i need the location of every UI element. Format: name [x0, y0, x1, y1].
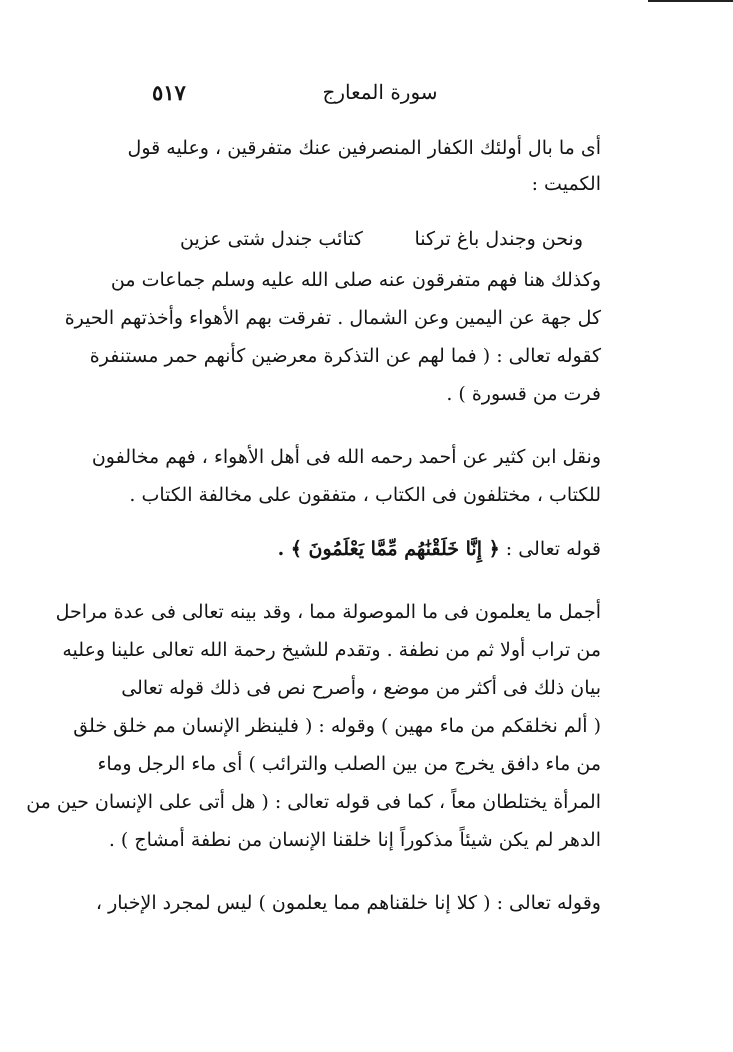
paragraph-5-line-1: وقوله تعالى : ( كلا إنا خلقناهم مما يعلمون ) ليس لمجرد الإخبار ، — [95, 892, 601, 914]
page-header — [0, 80, 733, 110]
paragraph-2-line-2: كل جهة عن اليمين وعن الشمال . تفرقت بهم الأهواء وأخذتهم الحيرة — [64, 307, 601, 329]
verse-intro: قوله تعالى : — [505, 538, 601, 560]
paragraph-4-line-2: من تراب أولا ثم من نطفة . وتقدم للشيخ رحمة الله تعالى علينا وعليه — [62, 639, 601, 661]
paragraph-4-line-7: الدهر لم يكن شيئاً مذكوراً إنا خلقنا الإنسان من نطفة أمشاج ) . — [108, 829, 601, 851]
paragraph-1-line-1: أى ما بال أولئك الكفار المنصرفين عنك متفرقين ، وعليه قول — [127, 137, 601, 159]
paragraph-3-line-2: للكتاب ، مختلفون فى الكتاب ، متفقون على مخالفة الكتاب . — [129, 484, 601, 506]
paragraph-4-line-6: المرأة يختلطان معاً ، كما فى قوله تعالى : ( هل أتى على الإنسان حين من — [26, 791, 601, 813]
poem-hemistich-right: ونحن وجندل باغ تركنا — [414, 228, 583, 250]
paragraph-3-line-1: ونقل ابن كثير عن أحمد رحمه الله فى أهل الأهواء ، فهم مخالفون — [91, 446, 601, 468]
quran-verse-heading — [131, 532, 601, 566]
paragraph-1-line-2: الكميت : — [531, 173, 601, 195]
paragraph-2-line-4: فرت من قسورة ) . — [446, 383, 601, 405]
page-number: ٥١٧ — [152, 80, 186, 105]
paragraph-4-line-1: أجمل ما يعلمون فى ما الموصولة مما ، وقد بينه تعالى فى عدة مراحل — [55, 601, 601, 623]
surah-title: سورة المعارج — [322, 80, 438, 104]
paragraph-4-line-4: ( ألم نخلقكم من ماء مهين ) وقوله : ( فلينظر الإنسان مم خلق خلق — [73, 715, 601, 737]
paragraph-4-line-3: بيان ذلك فى أكثر من موضع ، وأصرح نص فى ذلك قوله تعالى — [121, 677, 601, 699]
paragraph-2-line-3: كقوله تعالى : ( فما لهم عن التذكرة معرضين كأنهم حمر مستنفرة — [89, 345, 601, 367]
poem-hemistich-left: كتائب جندل شتى عزين — [180, 228, 363, 250]
quran-verse-text: ﴿ إِنَّا خَلَقْنَٰهُم مِّمَّا يَعْلَمُونَ ﴾ . — [277, 538, 500, 560]
scan-edge-line — [648, 0, 733, 2]
paragraph-2-line-1: وكذلك هنا فهم متفرقون عنه صلى الله عليه وسلم جماعات من — [110, 269, 601, 291]
paragraph-4-line-5: من ماء دافق يخرج من بين الصلب والترائب ) أى ماء الرجل وماء — [97, 753, 601, 775]
